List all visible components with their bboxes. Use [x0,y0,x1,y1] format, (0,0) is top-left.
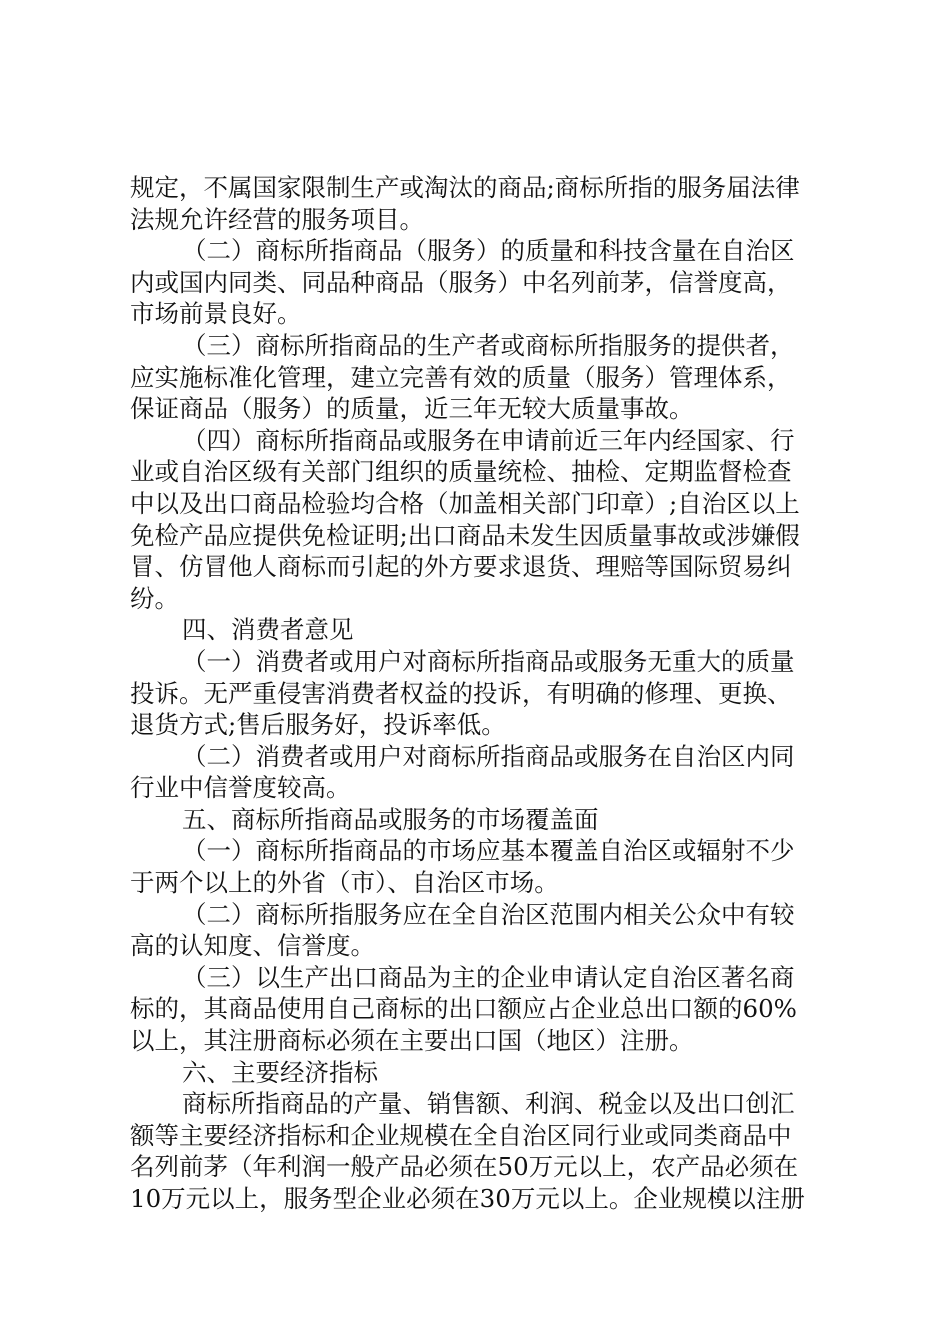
text-line: 于两个以上的外省（市）、自治区市场。 [130,868,559,898]
text-line: （二）消费者或用户对商标所指商品或服务在自治区内同 [182,741,795,771]
text-line: 退货方式;售后服务好，投诉率低。 [130,710,506,740]
text-line: 行业中信誉度较高。 [130,773,351,803]
text-line: 商标所指商品的产量、销售额、利润、税金以及出口创汇 [182,1089,795,1119]
text-line: 中以及出口商品检验均合格（加盖相关部门印章）;自治区以上 [130,488,800,518]
text-line: （一）商标所指商品的市场应基本覆盖自治区或辐射不少 [182,836,795,866]
text-line: 应实施标准化管理，建立完善有效的质量（服务）管理体系， [130,362,792,392]
text-line: （二）商标所指服务应在全自治区范围内相关公众中有较 [182,899,795,929]
text-line: （一）消费者或用户对商标所指商品或服务无重大的质量 [182,646,795,676]
text-line: 业或自治区级有关部门组织的质量统检、抽检、定期监督检查 [130,457,792,487]
text-line: 内或国内同类、同品种商品（服务）中名列前茅，信誉度高， [130,267,792,297]
text-line: 免检产品应提供免检证明;出口商品未发生因质量事故或涉嫌假 [130,520,800,550]
text-line: 四、消费者意见 [182,615,354,645]
text-line: 名列前茅（年利润一般产品必须在50万元以上，农产品必须在 [130,1152,799,1182]
text-line: 五、商标所指商品或服务的市场覆盖面 [182,804,599,834]
text-line: 投诉。无严重侵害消费者权益的投诉，有明确的修理、更换、 [130,678,792,708]
text-line: 保证商品（服务）的质量，近三年无较大质量事故。 [130,394,694,424]
text-line: （四）商标所指商品或服务在申请前近三年内经国家、行 [182,425,795,455]
text-line: 法规允许经营的服务项目。 [130,204,424,234]
text-line: 规定，不属国家限制生产或淘汰的商品;商标所指的服务届法律 [130,173,800,202]
text-line: （三）以生产出口商品为主的企业申请认定自治区著名商 [182,962,795,992]
text-line: 六、主要经济指标 [182,1057,378,1087]
text-line: （二）商标所指商品（服务）的质量和科技含量在自治区 [182,236,795,266]
text-line: 10万元以上，服务型企业必须在30万元以上。企业规模以注册 [130,1184,805,1213]
text-line: 冒、仿冒他人商标而引起的外方要求退货、理赔等国际贸易纠 [130,552,792,582]
text-line: （三）商标所指商品的生产者或商标所指服务的提供者， [182,330,795,360]
text-line: 市场前景良好。 [130,299,302,329]
text-line: 额等主要经济指标和企业规模在全自治区同行业或同类商品中 [130,1120,792,1150]
document-body [130,172,830,1215]
text-line: 高的认知度、信誉度。 [130,931,375,961]
text-line: 标的，其商品使用自己商标的出口额应占企业总出口额的60% [130,994,797,1024]
text-line: 以上，其注册商标必须在主要出口国（地区）注册。 [130,1026,694,1056]
text-line: 纷。 [130,583,179,613]
